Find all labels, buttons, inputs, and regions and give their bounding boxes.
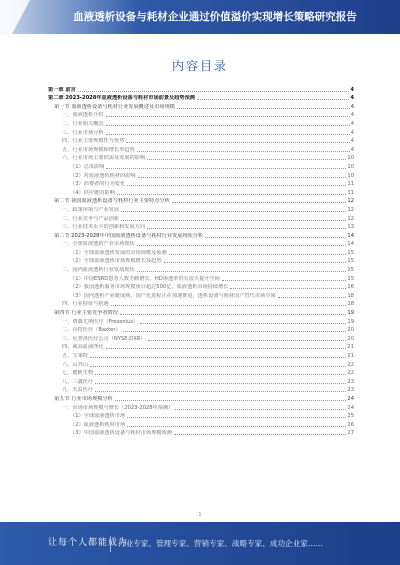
toc-entry-label: 八、三鑫医疗 <box>62 378 94 385</box>
toc-leader-dots <box>95 383 346 384</box>
toc-entry[interactable] <box>48 299 354 308</box>
toc-entry-page: 11 <box>347 181 354 188</box>
toc-leader-dots <box>177 108 350 109</box>
toc-leader-dots <box>126 142 349 143</box>
toc-leader-dots <box>95 391 346 392</box>
toc-leader-dots <box>120 314 346 315</box>
toc-entry-page: 10 <box>347 155 354 162</box>
toc-entry[interactable] <box>48 170 354 179</box>
toc-entry-page: 22 <box>347 361 354 368</box>
toc-entry-page: 4 <box>350 95 354 102</box>
toc-entry-label: 第三节 2023-2028年中国血液透析设备与耗材行业发展现状分析 <box>54 232 204 239</box>
toc-entry-label: 一、政策环境与产业发展 <box>62 206 120 213</box>
toc-leader-dots <box>175 409 346 410</box>
toc-entry-label: 四、行业主要规模性与优势 <box>62 138 125 145</box>
toc-entry-page: 25 <box>347 413 354 420</box>
toc-entry-label: 三、行业市场分析 <box>62 129 104 136</box>
toc-entry[interactable] <box>48 127 354 136</box>
toc-entry-page: 26 <box>347 421 354 428</box>
toc-entry-label: 第一节 血液透析设备与耗材行业发展概述及市场规模 <box>54 103 175 110</box>
toc-entry[interactable] <box>48 144 354 153</box>
toc-entry-label: 一、费森尤斯医疗（Fresenius） <box>62 318 139 325</box>
toc-entry-label: 六、山外山 <box>62 361 88 368</box>
toc-entry-label: 三、尼普洛医疗公司（NYSE:DXR） <box>62 335 146 342</box>
toc-entry-page: 4 <box>350 146 354 153</box>
toc-entry[interactable] <box>48 93 354 102</box>
toc-entry[interactable] <box>48 393 354 402</box>
toc-entry-page: 15 <box>347 249 354 256</box>
toc-entry[interactable] <box>48 187 354 196</box>
toc-entry-label: 五、行业市场规模和增长率趋势 <box>62 146 135 153</box>
toc-entry[interactable] <box>48 153 354 162</box>
toc-entry[interactable] <box>48 273 354 282</box>
toc-entry-label: （3）消费者的行为变化 <box>70 181 126 188</box>
toc-entry-page: 10 <box>347 163 354 170</box>
table-of-contents <box>48 84 354 436</box>
toc-entry-label: （1）全球血液透析发展的市场规模及预测 <box>70 249 167 256</box>
toc-entry-label: 一、血液透析介绍 <box>62 112 104 119</box>
toc-entry-page: 15 <box>347 275 354 282</box>
header-decoration <box>0 0 30 34</box>
footer-divider <box>110 536 111 552</box>
toc-entry[interactable] <box>48 84 354 93</box>
toc-entry-label: 二、行业相关概念 <box>62 120 104 127</box>
toc-leader-dots <box>127 417 346 418</box>
toc-leader-dots <box>147 159 346 160</box>
toc-leader-dots <box>222 280 347 281</box>
toc-entry[interactable] <box>48 419 354 428</box>
toc-entry-page: 15 <box>347 267 354 274</box>
toc-leader-dots <box>115 400 347 401</box>
toc-entry[interactable] <box>48 110 354 119</box>
toc-entry-label: （4）供应链的影响 <box>70 189 115 196</box>
toc-leader-dots <box>90 366 346 367</box>
toc-entry[interactable] <box>48 316 354 325</box>
toc-leader-dots <box>137 151 350 152</box>
toc-entry-label: 第二节 我国血液透析设备与耗材行业主要特点分析 <box>54 198 170 205</box>
toc-entry-label: 二、百特医疗（Baxter） <box>62 327 121 334</box>
toc-entry[interactable] <box>48 342 354 351</box>
toc-entry[interactable] <box>48 282 354 291</box>
toc-entry-label: （2）血液透析耗材市场 <box>70 421 126 428</box>
toc-entry-label: 三、行业技术水平的创新和发展方向 <box>62 224 146 231</box>
toc-entry-page: 4 <box>350 129 354 136</box>
toc-leader-dots <box>106 116 350 117</box>
toc-leader-dots <box>140 323 346 324</box>
toc-entry-page: 4 <box>350 86 354 93</box>
toc-leader-dots <box>164 262 347 263</box>
toc-entry-page: 20 <box>347 327 354 334</box>
toc-entry[interactable] <box>48 161 354 170</box>
toc-entry-label: （1）总体影响 <box>70 163 105 170</box>
toc-entry[interactable] <box>48 333 354 342</box>
toc-leader-dots <box>137 271 347 272</box>
page-footer <box>0 522 400 565</box>
toc-leader-dots <box>137 245 347 246</box>
toc-entry-page: 4 <box>350 112 354 119</box>
toc-entry-page: 4 <box>350 120 354 127</box>
toc-entry-label: 第四节 行业主要竞争者情况 <box>54 310 118 317</box>
toc-entry-page: 10 <box>347 172 354 179</box>
toc-entry[interactable] <box>48 118 354 127</box>
toc-leader-dots <box>123 331 347 332</box>
toc-entry[interactable] <box>48 196 354 205</box>
toc-entry-page: 24 <box>347 395 354 402</box>
toc-entry-page: 14 <box>347 232 354 239</box>
toc-title: 内容目录 <box>171 59 228 73</box>
toc-leader-dots <box>78 91 350 92</box>
toc-leader-dots <box>90 357 346 358</box>
toc-leader-dots <box>111 305 347 306</box>
toc-leader-dots <box>106 168 346 169</box>
toc-entry[interactable] <box>48 247 354 256</box>
toc-entry-label: 一、市场市场规模与增长（2023-2028年预测） <box>62 404 174 411</box>
toc-entry-label: （3）中国血液透析设备与耗材市场规模预测 <box>70 430 172 437</box>
toc-entry[interactable] <box>48 101 354 110</box>
toc-entry-label: （2）我国透析服务市场规模预计超过500亿，血液透析市场持续增长 <box>70 284 229 291</box>
toc-leader-dots <box>121 211 346 212</box>
toc-entry-page: 12 <box>347 215 354 222</box>
toc-leader-dots <box>230 288 346 289</box>
toc-entry-label: （1）全球血液透析市场 <box>70 413 126 420</box>
toc-entry-page: 11 <box>347 189 354 196</box>
toc-entry-label: 六、行业市场主要供需及发展的影响 <box>62 155 146 162</box>
toc-leader-dots <box>278 297 347 298</box>
toc-entry-label: （1）中国ESRD患者人数不断增长，HD渗透率仍有很大提升空间 <box>70 275 220 282</box>
footer-slogan: 让每个人都能成为 <box>48 538 129 548</box>
toc-entry-page: 12 <box>347 206 354 213</box>
toc-leader-dots <box>174 434 347 435</box>
toc-entry-label: 二、行业竞争与产品创新 <box>62 215 120 222</box>
toc-leader-dots <box>147 228 346 229</box>
toc-entry-label: 第一章 前言 <box>48 86 76 93</box>
toc-entry[interactable] <box>48 239 354 248</box>
toc-leader-dots <box>127 426 346 427</box>
footer-roles: 行业专家、管理专家、营销专家、战略专家、成功企业家…… <box>118 539 324 548</box>
toc-entry-page: 14 <box>347 241 354 248</box>
toc-leader-dots <box>95 374 346 375</box>
toc-leader-dots <box>148 340 347 341</box>
toc-entry-label: 四、行业特征与机遇 <box>62 301 109 308</box>
toc-entry[interactable] <box>48 222 354 231</box>
toc-entry[interactable] <box>48 290 354 299</box>
toc-entry-page: 4 <box>350 103 354 110</box>
toc-entry[interactable] <box>48 368 354 377</box>
toc-entry[interactable] <box>48 213 354 222</box>
toc-entry-page: 19 <box>347 318 354 325</box>
toc-entry-label: （2）全球血液透析市场规模增长及趋势 <box>70 258 162 265</box>
toc-entry-page: 13 <box>347 224 354 231</box>
toc-entry[interactable] <box>48 325 354 334</box>
toc-entry-page: 18 <box>347 301 354 308</box>
toc-entry[interactable] <box>48 307 354 316</box>
toc-entry-page: 16 <box>347 284 354 291</box>
toc-entry-page: 22 <box>347 370 354 377</box>
toc-entry-label: 第二章 2023-2028年血液透析设备与耗材市场前景及趋势预测 <box>48 95 195 102</box>
toc-entry-label: 第五节 行业市场规模分析 <box>54 395 113 402</box>
toc-leader-dots <box>169 254 347 255</box>
toc-leader-dots <box>106 348 347 349</box>
toc-entry[interactable] <box>48 230 354 239</box>
toc-entry-page: 20 <box>347 335 354 342</box>
toc-entry[interactable] <box>48 376 354 385</box>
toc-leader-dots <box>127 185 346 186</box>
toc-entry-label: 九、天益医疗 <box>62 387 94 394</box>
toc-leader-dots <box>117 194 347 195</box>
header-title: 血液透析设备与耗材企业通过价值溢价实现增长策略研究报告 <box>73 11 357 23</box>
toc-leader-dots <box>205 237 346 238</box>
toc-entry-page: 23 <box>347 387 354 394</box>
toc-leader-dots <box>106 125 350 126</box>
toc-entry-page: 4 <box>350 138 354 145</box>
toc-entry[interactable] <box>48 428 354 437</box>
page-header <box>0 0 400 34</box>
toc-leader-dots <box>121 220 346 221</box>
toc-entry-page: 21 <box>347 353 354 359</box>
toc-entry[interactable] <box>48 256 354 265</box>
toc-entry[interactable] <box>48 385 354 394</box>
toc-entry[interactable] <box>48 136 354 145</box>
toc-entry-page: 18 <box>347 292 354 299</box>
toc-entry[interactable] <box>48 179 354 188</box>
toc-entry-label: 一、全球血液透析产业市场现状 <box>62 241 135 248</box>
toc-leader-dots <box>172 202 347 203</box>
toc-entry[interactable] <box>48 411 354 420</box>
toc-leader-dots <box>138 177 347 178</box>
toc-entry[interactable] <box>48 350 354 359</box>
toc-entry-label: （3）国内透析产业链成熟，国产化进程正在加速推进，透析设备与耗材国产替代市场空间 <box>70 292 276 299</box>
toc-entry-label: （2）对血液透析耗材的影响 <box>70 172 136 179</box>
toc-entry[interactable] <box>48 402 354 411</box>
toc-leader-dots <box>197 99 349 100</box>
toc-entry[interactable] <box>48 204 354 213</box>
toc-entry[interactable] <box>48 359 354 368</box>
toc-entry-page: 24 <box>347 404 354 411</box>
toc-entry-page: 12 <box>347 198 354 205</box>
toc-entry-label: 四、威高血液净化 <box>62 344 104 351</box>
toc-entry-page: 19 <box>347 310 354 317</box>
toc-leader-dots <box>106 134 350 135</box>
toc-entry[interactable] <box>48 264 354 273</box>
toc-entry-page: 21 <box>347 344 354 351</box>
toc-entry-page: 23 <box>347 378 354 385</box>
toc-entry-label: 五、宝莱特 <box>62 353 88 359</box>
toc-entry-label: 二、国内血液透析行业发展现状 <box>62 267 135 274</box>
page-number: 1 <box>198 512 202 518</box>
toc-entry-page: 15 <box>347 258 354 265</box>
toc-entry-label: 七、健帆生物 <box>62 370 94 377</box>
toc-entry-page: 27 <box>347 430 354 437</box>
